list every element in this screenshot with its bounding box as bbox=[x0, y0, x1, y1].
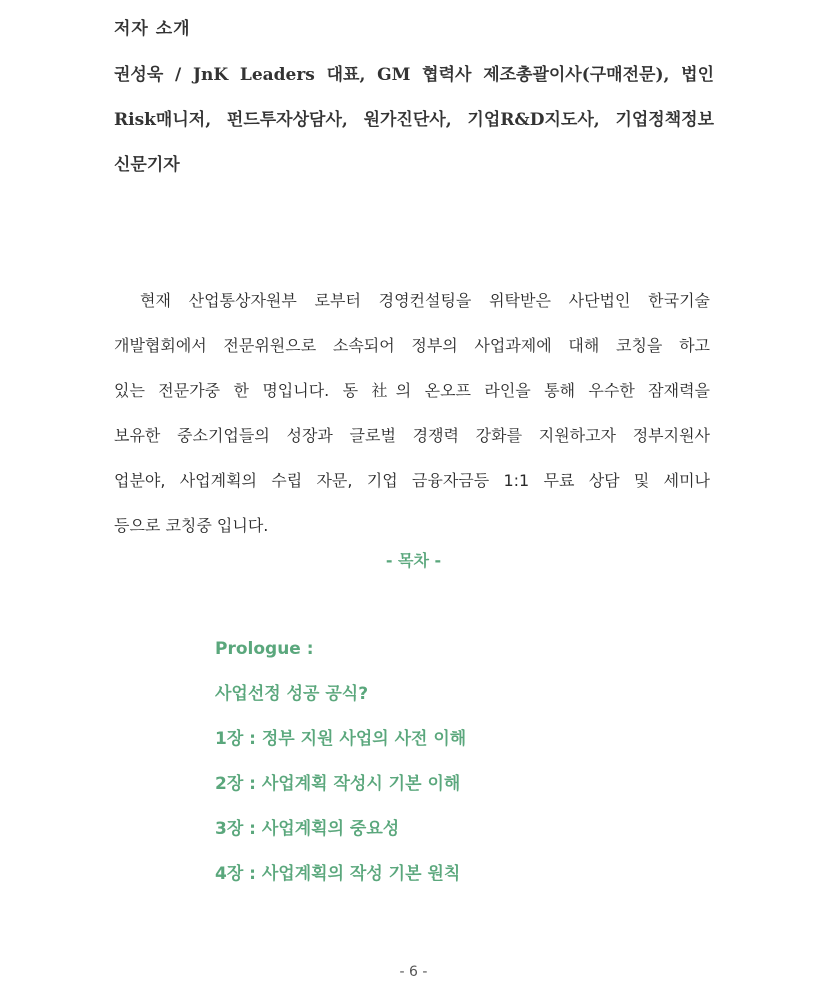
intro-line: 현재 산업통상자원부 로부터 경영컨설팅을 위탁받은 사단법인 한국기술 bbox=[140, 291, 710, 310]
toc-item-success-formula: 사업선정 성공 공식? bbox=[215, 684, 369, 704]
toc-item-chapter-1: 1장 : 정부 지원 사업의 사전 이해 bbox=[215, 729, 467, 749]
intro-line: 개발협회에서 전문위원으로 소속되어 정부의 사업과제에 대해 코칭을 하고 bbox=[114, 336, 710, 355]
author-bio-line: 권성욱 / JnK Leaders 대표, GM 협력사 제조총괄이사(구매전문), 법인 bbox=[114, 65, 714, 85]
intro-line: 보유한 중소기업들의 성장과 글로벌 경쟁력 강화를 지원하고자 정부지원사 bbox=[114, 426, 710, 445]
intro-line: 등으로 코칭중 입니다. bbox=[114, 516, 269, 535]
author-heading: 저자 소개 bbox=[114, 19, 191, 39]
author-bio bbox=[114, 53, 714, 188]
toc-list bbox=[215, 634, 466, 904]
toc-item-prologue: Prologue : bbox=[215, 639, 314, 659]
intro-paragraph bbox=[114, 278, 710, 548]
author-bio-line: 신문기자 bbox=[114, 155, 180, 175]
author-bio-line: Risk매니저, 펀드투자상담사, 원가진단사, 기업R&D지도사, 기업정책정보 bbox=[114, 110, 714, 130]
intro-line: 있는 전문가중 한 명입니다. 동 社의 온오프 라인을 통해 우수한 잠재력을 bbox=[114, 381, 710, 400]
toc-item-chapter-3: 3장 : 사업계획의 중요성 bbox=[215, 819, 400, 839]
page-number: - 6 - bbox=[399, 964, 428, 980]
toc-item-chapter-4: 4장 : 사업계획의 작성 기본 원칙 bbox=[215, 864, 461, 884]
intro-line: 업분야, 사업계획의 수립 자문, 기업 금융자금등 1:1 무료 상담 및 세미나 bbox=[114, 471, 710, 490]
toc-title: - 목차 - bbox=[385, 551, 442, 570]
toc-item-chapter-2: 2장 : 사업계획 작성시 기본 이해 bbox=[215, 774, 461, 794]
